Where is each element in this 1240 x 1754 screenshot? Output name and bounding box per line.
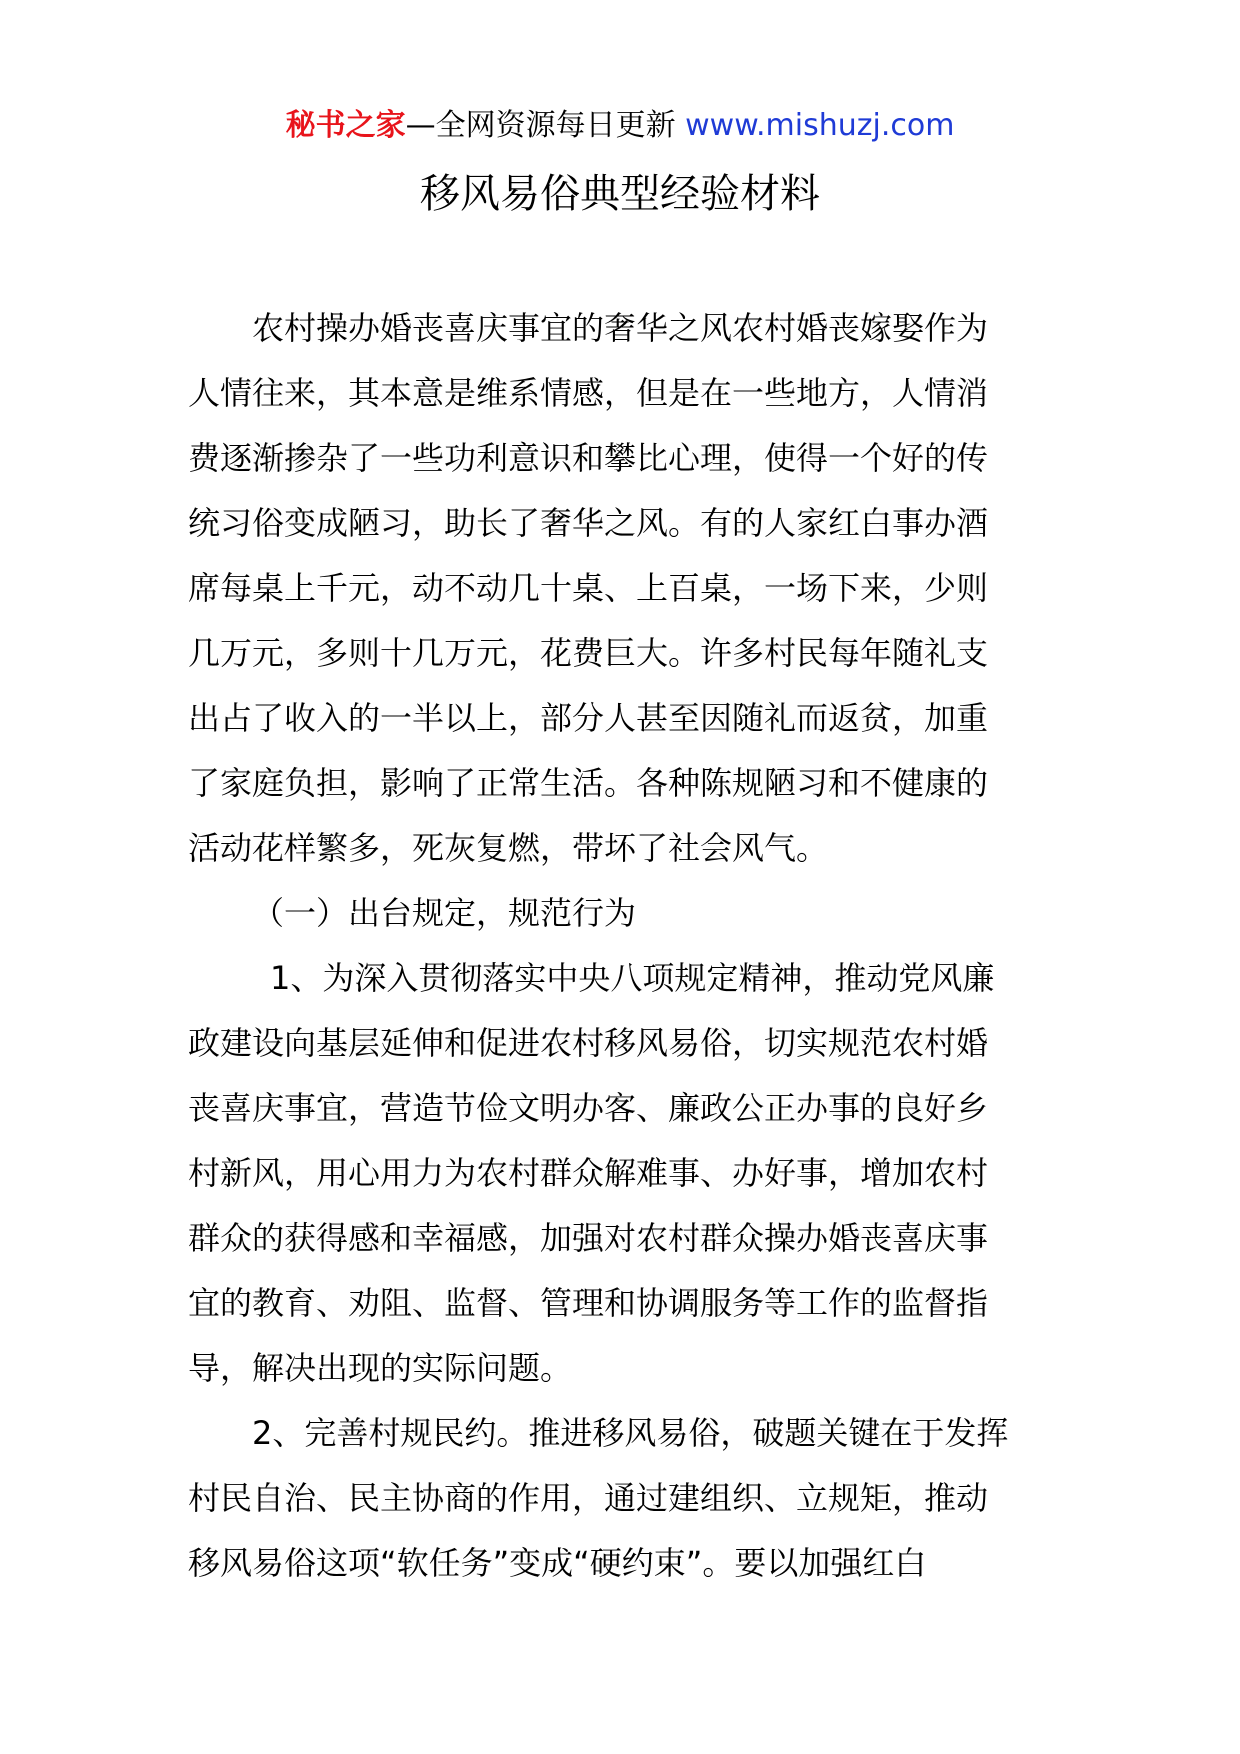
site-header xyxy=(0,104,1240,148)
text-line: 席每桌上千元，动不动几十桌、上百桌，一场下来，少则 xyxy=(188,569,989,607)
text-line: 了家庭负担，影响了正常生活。各种陈规陋习和不健康的 xyxy=(188,764,989,802)
text-line: 1、为深入贯彻落实中央八项规定精神，推动党风廉 xyxy=(270,959,995,997)
text-line: 群众的获得感和幸福感，加强对农村群众操办婚丧喜庆事 xyxy=(188,1219,989,1257)
text-line: 统习俗变成陋习，助长了奢华之风。有的人家红白事办酒 xyxy=(188,504,989,542)
text-line: 农村操办婚丧喜庆事宜的奢华之风农村婚丧嫁娶作为 xyxy=(252,309,989,347)
site-brand: 秘书之家 xyxy=(285,108,406,143)
section-heading: （一）出台规定，规范行为 xyxy=(252,894,637,932)
site-tagline: —全网资源每日更新 xyxy=(405,108,676,143)
text-line: 人情往来，其本意是维系情感，但是在一些地方，人情消 xyxy=(188,374,989,412)
text-line: 活动花样繁多，死灰复燃，带坏了社会风气。 xyxy=(188,829,829,867)
text-line: 移风易俗这项“软任务”变成“硬约束”。要以加强红白 xyxy=(188,1544,927,1582)
text-line: 2、完善村规民约。推进移风易俗，破题关键在于发挥 xyxy=(252,1414,1009,1452)
site-url-link[interactable]: www.mishuzj.com xyxy=(685,108,955,143)
text-line: 村新风，用心用力为农村群众解难事、办好事，增加农村 xyxy=(188,1154,989,1192)
text-line: 导，解决出现的实际问题。 xyxy=(188,1349,573,1387)
text-line: 宜的教育、劝阻、监督、管理和协调服务等工作的监督指 xyxy=(188,1284,989,1322)
text-line: 丧喜庆事宜，营造节俭文明办客、廉政公正办事的良好乡 xyxy=(188,1089,989,1127)
document-title: 移风易俗典型经验材料 xyxy=(420,171,820,217)
text-line: 出占了收入的一半以上，部分人甚至因随礼而返贫，加重 xyxy=(188,699,989,737)
document-body xyxy=(188,296,1060,1596)
text-line: 费逐渐掺杂了一些功利意识和攀比心理，使得一个好的传 xyxy=(188,439,989,477)
text-line: 村民自治、民主协商的作用，通过建组织、立规矩，推动 xyxy=(188,1479,989,1517)
text-line: 几万元，多则十几万元，花费巨大。许多村民每年随礼支 xyxy=(188,634,989,672)
text-line: 政建设向基层延伸和促进农村移风易俗，切实规范农村婚 xyxy=(188,1024,989,1062)
